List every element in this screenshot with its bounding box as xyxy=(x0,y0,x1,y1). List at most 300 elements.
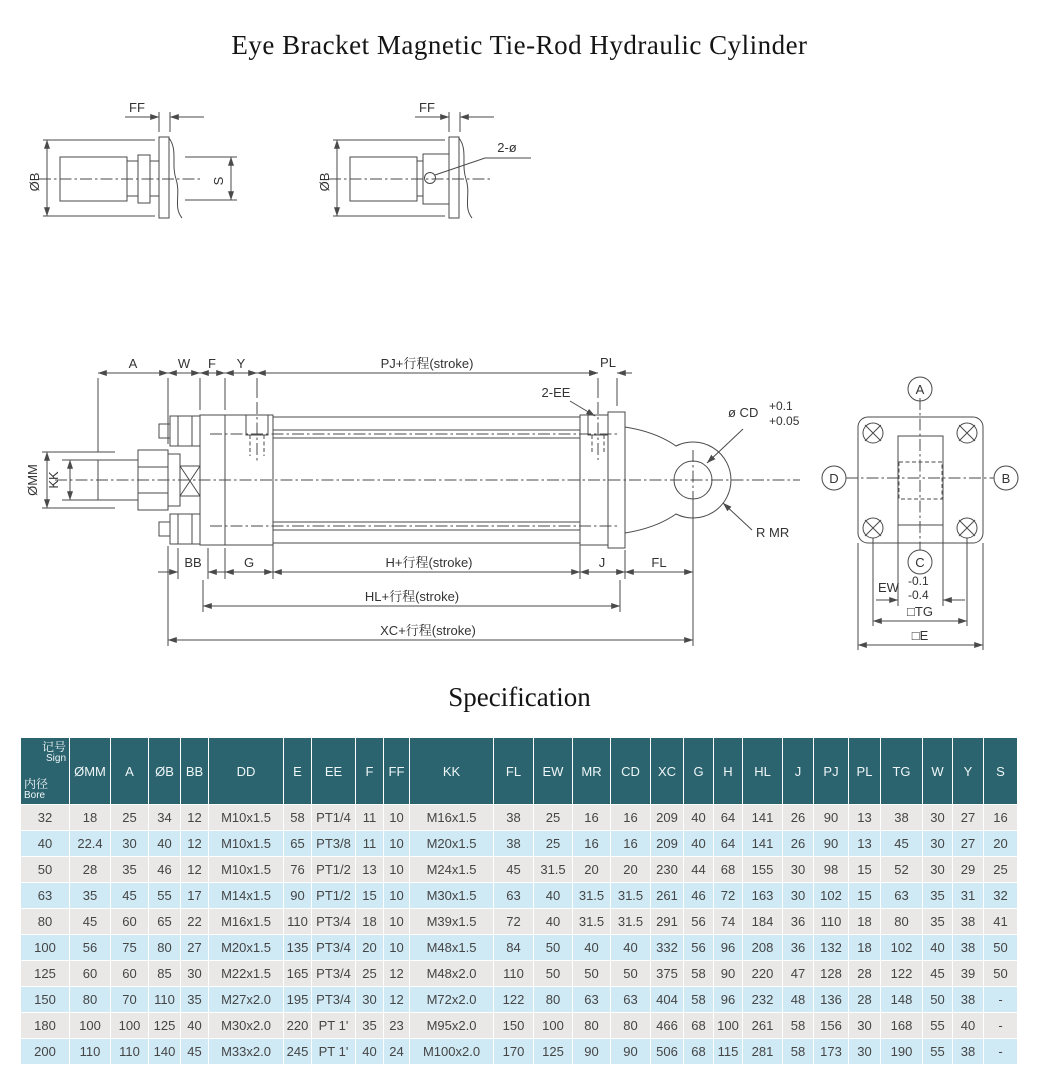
rod-end-outline xyxy=(39,137,201,218)
bore-cell: 100 xyxy=(21,935,70,961)
cell-G: 56 xyxy=(684,909,714,935)
cell-BB: 22 xyxy=(181,909,209,935)
cell-ØB: 55 xyxy=(149,883,181,909)
cell-BB: 17 xyxy=(181,883,209,909)
cell-ØMM: 100 xyxy=(70,1013,111,1039)
cell-W: 45 xyxy=(923,961,953,987)
cell-G: 40 xyxy=(684,831,714,857)
cell-ØB: 140 xyxy=(149,1039,181,1065)
column-header-FF: FF xyxy=(384,738,410,805)
cell-PL: 30 xyxy=(849,1013,881,1039)
label-diameter-mm: ØMM xyxy=(25,464,40,496)
cell-XC: 506 xyxy=(651,1039,684,1065)
cell-KK: M72x2.0 xyxy=(410,987,494,1013)
label-a: A xyxy=(128,356,138,371)
cell-TG: 102 xyxy=(881,935,923,961)
bore-cell: 40 xyxy=(21,831,70,857)
cell-TG: 80 xyxy=(881,909,923,935)
corner-bore-cn: 内径 xyxy=(24,776,49,791)
label-position-d: D xyxy=(829,471,839,486)
cell-H: 90 xyxy=(714,961,743,987)
cell-S: 50 xyxy=(984,935,1018,961)
cell-ØB: 125 xyxy=(149,1013,181,1039)
cell-MR: 40 xyxy=(573,935,611,961)
bore-cell: 150 xyxy=(21,987,70,1013)
cell-G: 56 xyxy=(684,935,714,961)
cell-A: 35 xyxy=(111,857,149,883)
cell-EW: 31.5 xyxy=(534,857,573,883)
column-header-BB: BB xyxy=(181,738,209,805)
cell-E: 135 xyxy=(284,935,312,961)
corner-sign-en: Sign xyxy=(45,752,66,764)
label-cd: ø CD xyxy=(728,405,759,420)
cell-G: 46 xyxy=(684,883,714,909)
label-h-stroke: H+行程(stroke) xyxy=(385,555,473,570)
cell-J: 36 xyxy=(783,935,814,961)
cell-MR: 90 xyxy=(573,1039,611,1065)
cell-PJ: 132 xyxy=(814,935,849,961)
cell-XC: 230 xyxy=(651,857,684,883)
cell-PJ: 128 xyxy=(814,961,849,987)
cell-W: 55 xyxy=(923,1039,953,1065)
table-row-bore-125 xyxy=(21,961,1018,987)
corner-sign xyxy=(42,741,66,764)
cell-EE: PT3/8 xyxy=(312,831,356,857)
dimension-diameter-b xyxy=(27,140,155,216)
column-header-MR: MR xyxy=(573,738,611,805)
cell-BB: 12 xyxy=(181,831,209,857)
cell-FF: 10 xyxy=(384,857,410,883)
cell-S: - xyxy=(984,987,1018,1013)
cell-F: 25 xyxy=(356,961,384,987)
cell-F: 18 xyxy=(356,909,384,935)
cell-H: 96 xyxy=(714,987,743,1013)
cell-KK: M48x2.0 xyxy=(410,961,494,987)
cell-S: - xyxy=(984,1013,1018,1039)
cell-HL: 155 xyxy=(743,857,783,883)
table-header xyxy=(21,738,1018,805)
label-hl-stroke: HL+行程(stroke) xyxy=(364,589,460,604)
cell-ØB: 65 xyxy=(149,909,181,935)
cell-KK: M16x1.5 xyxy=(410,805,494,831)
cell-ØB: 40 xyxy=(149,831,181,857)
cell-PJ: 102 xyxy=(814,883,849,909)
cell-PL: 28 xyxy=(849,961,881,987)
column-header-A: A xyxy=(111,738,149,805)
column-header-DD: DD xyxy=(209,738,284,805)
figure-rod-end-holes xyxy=(315,88,587,240)
cell-PL: 15 xyxy=(849,857,881,883)
label-e: □E xyxy=(911,628,929,643)
column-header-KK: KK xyxy=(410,738,494,805)
column-header-PJ: PJ xyxy=(814,738,849,805)
cell-CD: 16 xyxy=(611,805,651,831)
cell-H: 96 xyxy=(714,935,743,961)
table-row-bore-100 xyxy=(21,935,1018,961)
column-header-CD: CD xyxy=(611,738,651,805)
cell-W: 35 xyxy=(923,909,953,935)
cell-BB: 30 xyxy=(181,961,209,987)
cell-XC: 209 xyxy=(651,805,684,831)
cell-PJ: 136 xyxy=(814,987,849,1013)
cell-FL: 170 xyxy=(494,1039,534,1065)
bore-cell: 180 xyxy=(21,1013,70,1039)
cell-ØB: 80 xyxy=(149,935,181,961)
cell-W: 40 xyxy=(923,935,953,961)
cell-W: 35 xyxy=(923,883,953,909)
cell-BB: 35 xyxy=(181,987,209,1013)
cell-KK: M24x1.5 xyxy=(410,857,494,883)
cell-EW: 50 xyxy=(534,935,573,961)
cell-MR: 31.5 xyxy=(573,883,611,909)
label-cd-tol-lower: +0.05 xyxy=(769,414,800,428)
cell-A: 75 xyxy=(111,935,149,961)
cell-PJ: 173 xyxy=(814,1039,849,1065)
cell-HL: 163 xyxy=(743,883,783,909)
cell-G: 58 xyxy=(684,961,714,987)
cell-G: 68 xyxy=(684,1013,714,1039)
cell-EE: PT3/4 xyxy=(312,935,356,961)
cell-CD: 63 xyxy=(611,987,651,1013)
cell-A: 60 xyxy=(111,909,149,935)
cell-CD: 50 xyxy=(611,961,651,987)
table-row-bore-50 xyxy=(21,857,1018,883)
cell-HL: 281 xyxy=(743,1039,783,1065)
cell-Y: 39 xyxy=(953,961,984,987)
cell-G: 58 xyxy=(684,987,714,1013)
cell-PJ: 90 xyxy=(814,805,849,831)
cell-Y: 29 xyxy=(953,857,984,883)
cell-S: 50 xyxy=(984,961,1018,987)
cell-FL: 45 xyxy=(494,857,534,883)
cell-F: 13 xyxy=(356,857,384,883)
label-bb: BB xyxy=(184,555,202,570)
cell-G: 44 xyxy=(684,857,714,883)
column-header-EE: EE xyxy=(312,738,356,805)
cell-HL: 261 xyxy=(743,1013,783,1039)
cell-KK: M20x1.5 xyxy=(410,831,494,857)
cell-S: 20 xyxy=(984,831,1018,857)
column-header-FL: FL xyxy=(494,738,534,805)
cell-H: 72 xyxy=(714,883,743,909)
label-pl: PL xyxy=(600,355,616,370)
cell-ØMM: 35 xyxy=(70,883,111,909)
cell-CD: 40 xyxy=(611,935,651,961)
cell-FL: 122 xyxy=(494,987,534,1013)
cell-CD: 90 xyxy=(611,1039,651,1065)
cell-ØMM: 28 xyxy=(70,857,111,883)
label-r-mr: R MR xyxy=(756,525,790,540)
cell-EE: PT1/2 xyxy=(312,883,356,909)
cell-ØB: 34 xyxy=(149,805,181,831)
bore-cell: 32 xyxy=(21,805,70,831)
cell-PL: 13 xyxy=(849,805,881,831)
corner-bore xyxy=(24,778,48,801)
label-cd-tol-upper: +0.1 xyxy=(769,399,793,413)
bore-cell: 50 xyxy=(21,857,70,883)
label-diameter-b: ØB xyxy=(317,172,332,192)
column-header-ØB: ØB xyxy=(149,738,181,805)
cell-CD: 31.5 xyxy=(611,909,651,935)
cell-DD: M27x2.0 xyxy=(209,987,284,1013)
cell-ØMM: 56 xyxy=(70,935,111,961)
cell-DD: M20x1.5 xyxy=(209,935,284,961)
cell-S: 32 xyxy=(984,883,1018,909)
figure-cylinder-assembly xyxy=(0,340,1039,672)
cell-J: 58 xyxy=(783,1039,814,1065)
cell-E: 110 xyxy=(284,909,312,935)
bore-cell: 125 xyxy=(21,961,70,987)
cell-J: 36 xyxy=(783,909,814,935)
cell-XC: 261 xyxy=(651,883,684,909)
cell-G: 40 xyxy=(684,805,714,831)
cell-HL: 220 xyxy=(743,961,783,987)
cell-XC: 466 xyxy=(651,1013,684,1039)
cell-F: 11 xyxy=(356,805,384,831)
cell-F: 30 xyxy=(356,987,384,1013)
label-ew-tol-upper: -0.1 xyxy=(908,574,929,588)
label-position-a: A xyxy=(915,382,925,397)
cell-E: 58 xyxy=(284,805,312,831)
cell-TG: 63 xyxy=(881,883,923,909)
cell-EW: 40 xyxy=(534,883,573,909)
callout-cd xyxy=(707,399,800,463)
cell-J: 48 xyxy=(783,987,814,1013)
cell-ØMM: 45 xyxy=(70,909,111,935)
cell-EE: PT 1' xyxy=(312,1013,356,1039)
cell-MR: 16 xyxy=(573,805,611,831)
cell-Y: 27 xyxy=(953,805,984,831)
cell-H: 68 xyxy=(714,857,743,883)
label-diameter-b: ØB xyxy=(27,172,42,192)
cell-F: 11 xyxy=(356,831,384,857)
cell-EW: 80 xyxy=(534,987,573,1013)
label-position-b: B xyxy=(1001,471,1011,486)
label-y: Y xyxy=(236,356,246,371)
label-ew-tol-lower: -0.4 xyxy=(908,588,929,602)
figure-rod-end-side xyxy=(25,88,287,240)
dimension-diameter-b xyxy=(317,140,445,216)
cell-DD: M14x1.5 xyxy=(209,883,284,909)
front-head xyxy=(159,402,273,545)
cell-PL: 28 xyxy=(849,987,881,1013)
cell-F: 35 xyxy=(356,1013,384,1039)
bore-cell: 63 xyxy=(21,883,70,909)
cell-A: 110 xyxy=(111,1039,149,1065)
cell-W: 30 xyxy=(923,857,953,883)
column-header-HL: HL xyxy=(743,738,783,805)
column-header-EW: EW xyxy=(534,738,573,805)
cell-S: 16 xyxy=(984,805,1018,831)
table-body xyxy=(21,805,1018,1065)
column-header-ØMM: ØMM xyxy=(70,738,111,805)
cell-Y: 27 xyxy=(953,831,984,857)
cell-W: 30 xyxy=(923,831,953,857)
cell-TG: 38 xyxy=(881,805,923,831)
cell-J: 26 xyxy=(783,805,814,831)
table-row-bore-40 xyxy=(21,831,1018,857)
cell-HL: 208 xyxy=(743,935,783,961)
cell-Y: 38 xyxy=(953,1039,984,1065)
table-row-bore-200 xyxy=(21,1039,1018,1065)
page-title: Eye Bracket Magnetic Tie-Rod Hydraulic Cylinder xyxy=(231,30,808,60)
cell-FL: 150 xyxy=(494,1013,534,1039)
cell-MR: 20 xyxy=(573,857,611,883)
cell-PJ: 156 xyxy=(814,1013,849,1039)
column-header-TG: TG xyxy=(881,738,923,805)
cell-TG: 52 xyxy=(881,857,923,883)
label-two-holes: 2-ø xyxy=(497,140,517,155)
label-ew: EW xyxy=(878,580,899,595)
cell-F: 20 xyxy=(356,935,384,961)
cell-DD: M10x1.5 xyxy=(209,857,284,883)
cell-DD: M10x1.5 xyxy=(209,805,284,831)
cell-A: 100 xyxy=(111,1013,149,1039)
section-heading: Specification xyxy=(448,682,591,712)
cell-BB: 40 xyxy=(181,1013,209,1039)
cell-FF: 10 xyxy=(384,831,410,857)
label-tg: □TG xyxy=(907,604,933,619)
cell-TG: 122 xyxy=(881,961,923,987)
cell-ØB: 110 xyxy=(149,987,181,1013)
cell-H: 64 xyxy=(714,831,743,857)
cell-ØMM: 18 xyxy=(70,805,111,831)
cell-FF: 10 xyxy=(384,805,410,831)
cell-EE: PT3/4 xyxy=(312,961,356,987)
cell-Y: 38 xyxy=(953,987,984,1013)
cell-FL: 84 xyxy=(494,935,534,961)
column-header-J: J xyxy=(783,738,814,805)
table-row-bore-150 xyxy=(21,987,1018,1013)
cell-FL: 72 xyxy=(494,909,534,935)
cell-ØB: 46 xyxy=(149,857,181,883)
cell-PJ: 110 xyxy=(814,909,849,935)
cell-PL: 13 xyxy=(849,831,881,857)
table-row-bore-80 xyxy=(21,909,1018,935)
cell-DD: M10x1.5 xyxy=(209,831,284,857)
cell-FL: 110 xyxy=(494,961,534,987)
cell-FF: 12 xyxy=(384,987,410,1013)
column-header-W: W xyxy=(923,738,953,805)
cell-EW: 25 xyxy=(534,805,573,831)
cell-DD: M33x2.0 xyxy=(209,1039,284,1065)
label-pj-stroke: PJ+行程(stroke) xyxy=(380,356,474,371)
column-header-H: H xyxy=(714,738,743,805)
cell-ØMM: 60 xyxy=(70,961,111,987)
cell-ØMM: 22.4 xyxy=(70,831,111,857)
cell-J: 30 xyxy=(783,857,814,883)
cell-DD: M16x1.5 xyxy=(209,909,284,935)
piston-rod-assembly xyxy=(55,450,800,510)
cell-HL: 232 xyxy=(743,987,783,1013)
cell-PJ: 98 xyxy=(814,857,849,883)
cell-MR: 31.5 xyxy=(573,909,611,935)
cell-BB: 27 xyxy=(181,935,209,961)
cell-Y: 31 xyxy=(953,883,984,909)
cell-J: 58 xyxy=(783,1013,814,1039)
cell-A: 60 xyxy=(111,961,149,987)
label-two-ee: 2-EE xyxy=(541,385,571,400)
table-header-row xyxy=(21,738,1018,805)
cell-ØMM: 110 xyxy=(70,1039,111,1065)
cell-EW: 125 xyxy=(534,1039,573,1065)
cell-TG: 45 xyxy=(881,831,923,857)
cell-DD: M22x1.5 xyxy=(209,961,284,987)
specification-table xyxy=(20,737,1018,1065)
cell-S: - xyxy=(984,1039,1018,1065)
cell-EE: PT1/4 xyxy=(312,805,356,831)
label-s: S xyxy=(211,176,226,186)
cell-EW: 50 xyxy=(534,961,573,987)
cell-KK: M39x1.5 xyxy=(410,909,494,935)
cell-A: 30 xyxy=(111,831,149,857)
cell-XC: 404 xyxy=(651,987,684,1013)
cell-EE: PT 1' xyxy=(312,1039,356,1065)
cell-W: 50 xyxy=(923,987,953,1013)
cell-XC: 209 xyxy=(651,831,684,857)
cell-MR: 80 xyxy=(573,1013,611,1039)
cell-EW: 100 xyxy=(534,1013,573,1039)
cell-E: 220 xyxy=(284,1013,312,1039)
cell-KK: M95x2.0 xyxy=(410,1013,494,1039)
cell-TG: 148 xyxy=(881,987,923,1013)
label-w: W xyxy=(177,356,191,371)
label-ff: FF xyxy=(129,100,145,115)
column-header-Y: Y xyxy=(953,738,984,805)
label-j: J xyxy=(598,555,606,570)
cell-J: 47 xyxy=(783,961,814,987)
cell-MR: 63 xyxy=(573,987,611,1013)
cell-MR: 50 xyxy=(573,961,611,987)
cell-FL: 63 xyxy=(494,883,534,909)
flange-end-view xyxy=(822,377,1018,650)
cell-FF: 12 xyxy=(384,961,410,987)
cell-PJ: 90 xyxy=(814,831,849,857)
cell-FF: 10 xyxy=(384,909,410,935)
bottom-dimensions xyxy=(158,501,693,646)
cell-EE: PT3/4 xyxy=(312,987,356,1013)
cell-MR: 16 xyxy=(573,831,611,857)
cell-FF: 23 xyxy=(384,1013,410,1039)
cell-CD: 80 xyxy=(611,1013,651,1039)
cell-DD: M30x2.0 xyxy=(209,1013,284,1039)
cell-HL: 141 xyxy=(743,831,783,857)
cell-H: 64 xyxy=(714,805,743,831)
column-header-E: E xyxy=(284,738,312,805)
cell-J: 30 xyxy=(783,883,814,909)
cell-FF: 24 xyxy=(384,1039,410,1065)
cell-EW: 40 xyxy=(534,909,573,935)
cell-E: 245 xyxy=(284,1039,312,1065)
cell-A: 70 xyxy=(111,987,149,1013)
cell-EE: PT3/4 xyxy=(312,909,356,935)
cell-Y: 38 xyxy=(953,909,984,935)
label-xc-stroke: XC+行程(stroke) xyxy=(380,623,476,638)
cell-A: 25 xyxy=(111,805,149,831)
cell-TG: 190 xyxy=(881,1039,923,1065)
cell-F: 40 xyxy=(356,1039,384,1065)
cell-CD: 31.5 xyxy=(611,883,651,909)
cell-BB: 12 xyxy=(181,857,209,883)
label-kk: KK xyxy=(46,471,61,489)
cell-PL: 15 xyxy=(849,883,881,909)
cell-KK: M30x1.5 xyxy=(410,883,494,909)
cell-FL: 38 xyxy=(494,805,534,831)
column-header-PL: PL xyxy=(849,738,881,805)
cell-S: 25 xyxy=(984,857,1018,883)
label-position-c: C xyxy=(915,555,925,570)
cell-ØMM: 80 xyxy=(70,987,111,1013)
